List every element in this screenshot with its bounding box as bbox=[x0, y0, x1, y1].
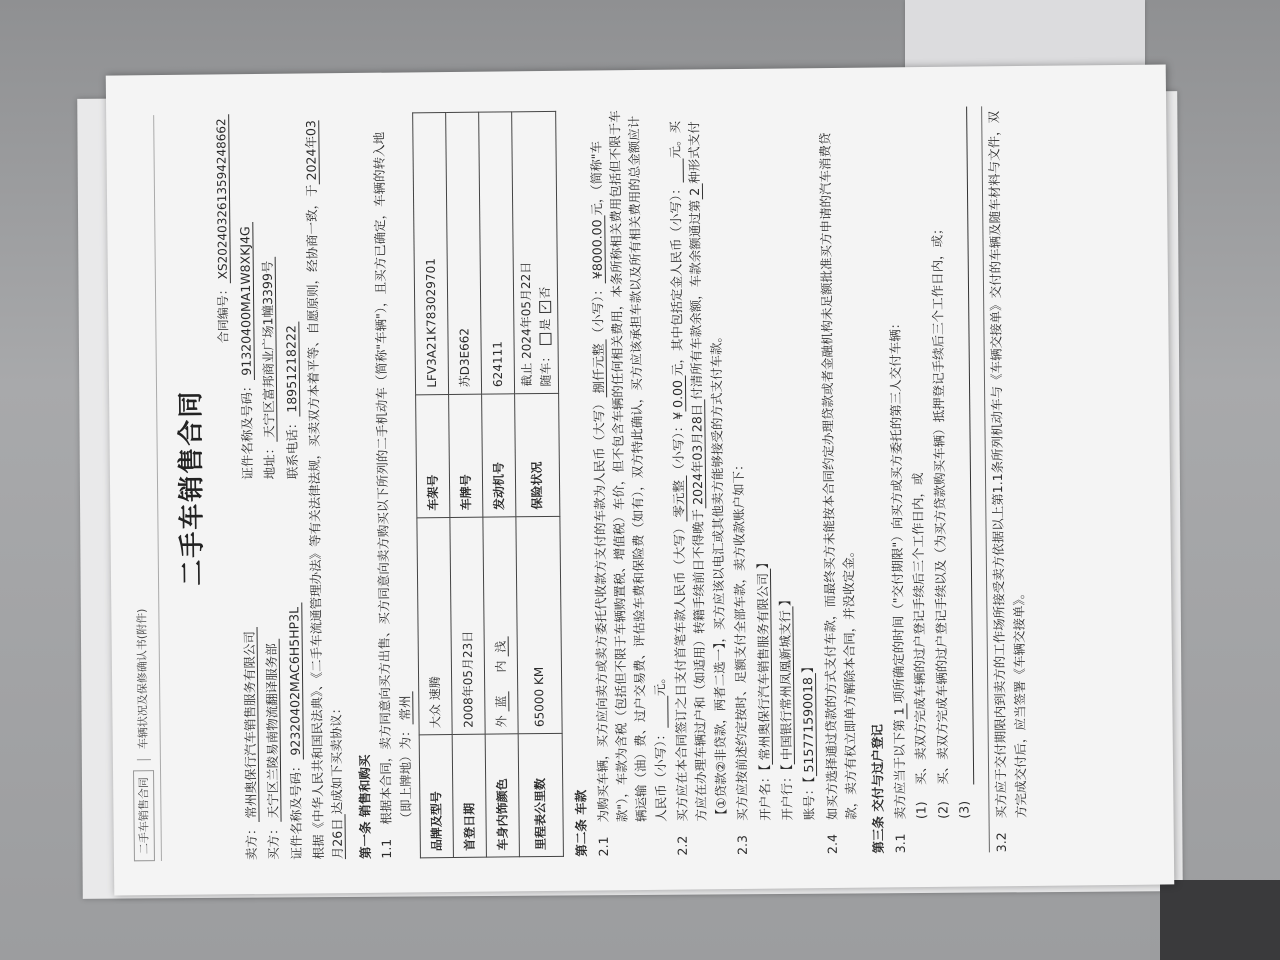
option-number: (1) bbox=[913, 801, 929, 820]
insurance-value bbox=[512, 111, 559, 393]
clause-number: 2.4 bbox=[824, 834, 840, 855]
insurance-until: 截止 2024年05月22日 bbox=[518, 261, 534, 387]
clause-text-cont4: 种形式支付【①贷款②非贷款，两者二选一】，买方应该以电汇或其他卖方能够接受的方式支付车款。 bbox=[686, 121, 729, 822]
vehicle-table bbox=[412, 111, 564, 858]
registration-date-value: 2008年05月23日 bbox=[450, 517, 485, 735]
registration-date-label: 首登日期 bbox=[452, 734, 486, 857]
brand-label: 品牌及型号 bbox=[419, 734, 453, 857]
clause-3-2 bbox=[984, 106, 1031, 852]
preamble bbox=[301, 113, 348, 859]
mileage-label: 里程表公里数 bbox=[518, 733, 563, 856]
header-separator bbox=[136, 759, 150, 760]
option-3-blank bbox=[947, 107, 974, 785]
total-blank bbox=[652, 696, 668, 728]
brand-value: 大众 速腾 bbox=[417, 517, 452, 735]
article-1-title: 第一条 销售和购买 bbox=[356, 754, 373, 859]
clause-text: 根据本合同，卖方同意向买方出售、买方同意向卖方购买以下所列的二手机动车（简称"车辆"），且买方已确定，车辆的转入地（即上牌地）为： bbox=[371, 131, 414, 825]
account-name-label: 开户名：【 bbox=[756, 764, 773, 821]
clause-text-cont: 元，（简称"车款"），车款为含税（包括但不限于车辆购置税、增值税）车价，但不包含车辆的任何相关费用，本条所称相关费用包括但不限于车辆运输（油）费、过户交易费、评估验车费和保险费（如有），双方特此确认，买方应该承担车款以及所有相关费用的总金额应计人民币（小写）： bbox=[587, 110, 669, 823]
buyer-address-label: 地址： bbox=[261, 441, 278, 480]
price-lowercase-label: （小写）： bbox=[589, 283, 606, 340]
option-text: 买、卖双方完成车辆的过户登记手续后三个工作日内，或 bbox=[910, 472, 929, 786]
clause-number: 2.1 bbox=[595, 836, 611, 857]
seller-label: 卖方： bbox=[243, 822, 259, 861]
engine-label: 发动机号 bbox=[482, 393, 516, 516]
clause-number: 2.2 bbox=[674, 835, 690, 856]
clause-text: 为购买车辆，买方应向卖方或卖方委托代收款方支付的车款为人民币（大写） bbox=[590, 397, 611, 823]
bracket: 】 bbox=[800, 660, 816, 674]
vin-value: LFV3A21K783029701 bbox=[413, 113, 449, 395]
plate-value: 苏D3E662 bbox=[446, 112, 482, 394]
delivery-option: 1 bbox=[891, 703, 907, 719]
header-tab-contract: 二手车销售合同 bbox=[133, 770, 155, 861]
account-name: 常州奥保行汽车销售服务有限公司 bbox=[754, 569, 772, 765]
clause-text-cont: 元，其中包括定金人民币（小写）： bbox=[667, 182, 685, 377]
seller-id-label: 证件名称及号码： bbox=[238, 379, 255, 480]
buyer-id-label: 证件名称及号码： bbox=[287, 759, 304, 860]
clause-number: 3.2 bbox=[993, 832, 1010, 853]
color-value bbox=[483, 516, 518, 734]
checkbox-no[interactable]: ✓ bbox=[539, 301, 551, 313]
clause-number: 3.1 bbox=[892, 833, 908, 854]
earnest-blank bbox=[668, 158, 684, 182]
registration-place: 常州 bbox=[397, 691, 413, 724]
header-rule bbox=[153, 115, 162, 861]
buyer-address: 天宁区富邦商业广场1幢3399号 bbox=[260, 257, 278, 442]
article-2-title: 第二条 车款 bbox=[573, 789, 590, 857]
plate-label: 车牌号 bbox=[449, 394, 483, 517]
clause-number: 1.1 bbox=[378, 838, 395, 859]
article-3-title: 第三条 交付与过户登记 bbox=[869, 724, 887, 854]
interior-prefix: 内 bbox=[493, 660, 508, 673]
bracket: 】 bbox=[754, 556, 770, 570]
color-label: 车身内饰颜色 bbox=[485, 734, 519, 857]
document-title: 二手车销售合同 bbox=[176, 389, 209, 586]
bracket: 】 bbox=[777, 593, 793, 607]
engine-value: 624111 bbox=[479, 112, 515, 394]
table-edge bbox=[1160, 880, 1280, 960]
account-number-label: 账号：【 bbox=[801, 776, 817, 821]
vin-label: 车架号 bbox=[416, 394, 450, 517]
deposit-uppercase: 零元整 bbox=[671, 476, 687, 522]
seller-account bbox=[748, 108, 820, 821]
clause-text: 如买方选择通过贷款的方式支付车款，而最终买方未能按本合同约定办理贷款或者金融机构未足额批准买方申请的汽车消费贷款，卖方有权立即单方解除本合同，并没收定金。 bbox=[816, 132, 859, 821]
document-header bbox=[126, 115, 155, 861]
preamble-end: 达成如下买卖协议： bbox=[328, 701, 345, 815]
clause-2-2 bbox=[665, 109, 731, 856]
yuan-suffix: 元。 bbox=[651, 671, 667, 697]
clause-2-1 bbox=[586, 110, 671, 857]
clause-2-4 bbox=[815, 108, 862, 854]
clause-text: 买方应于交付期限内到卖方的工作场所接受卖方依据以上第1.1条所列机动车与《车辆交接单》交付的车辆及随车材料与文件，双方完成交付后，应当签署《车辆交接单》。 bbox=[986, 110, 1029, 819]
interior-color: 浅 bbox=[493, 637, 508, 657]
buyer-phone: 18951218222 bbox=[283, 321, 300, 417]
price-lowercase: ¥8000.00 bbox=[589, 215, 606, 283]
clause-text-cont2: 元。买方应在办理车辆过户和（如适用）转籍手续前日不得晚于 bbox=[667, 120, 709, 822]
buyer-label: 买方： bbox=[265, 822, 282, 860]
preamble-text: 根据《中华人民共和国民法典》、《二手车流通管理办法》等有关法律法规，买卖双方本着平等、自愿原则，经协商一致，于 bbox=[303, 184, 327, 860]
option-yes-label: 是 bbox=[537, 318, 552, 331]
clause-1-1 bbox=[369, 112, 416, 858]
table-row bbox=[512, 111, 564, 856]
clause-text: 买方应在本合同签订之日支付首笔车款人民币（大写） bbox=[671, 521, 690, 822]
preamble-date: 2024年03月26日 bbox=[303, 120, 346, 860]
buyer-id: 92320402MAC6H5HP3L bbox=[286, 603, 304, 760]
price-uppercase: 捌仟元整 bbox=[590, 339, 607, 397]
insurance-label: 保险状况 bbox=[515, 393, 560, 516]
contract-number-label: 合同编号： bbox=[216, 283, 231, 344]
account-bank-label: 开户行：【 bbox=[778, 764, 795, 821]
clause-number: 2.3 bbox=[734, 834, 751, 856]
clause-text: 买方应按前述约定按时、足额支付全部车款，卖方收款账户如下： bbox=[730, 458, 750, 822]
deposit-lowercase-label: （小写）：¥ bbox=[670, 411, 686, 477]
payment-method: 2 bbox=[687, 184, 703, 200]
exterior-color: 蓝 bbox=[494, 692, 509, 712]
accessory-label: 随车： bbox=[538, 350, 553, 387]
account-number: 515771590018 bbox=[800, 673, 817, 777]
option-number: (2) bbox=[934, 801, 951, 819]
buyer-phone-label: 联系电话： bbox=[284, 416, 300, 480]
contract-number-value: XS20240326135942486​62 bbox=[214, 114, 231, 283]
checkbox-yes[interactable] bbox=[539, 333, 551, 345]
deposit-lowercase: 0.00 bbox=[670, 376, 686, 412]
exterior-prefix: 外 bbox=[494, 715, 509, 728]
option-no-label: 否 bbox=[537, 286, 552, 299]
clause-text-cont: 项所确定的时间（"交付期限"）向买方或买方委托的第三人交付车辆： bbox=[887, 316, 907, 704]
contract-page bbox=[106, 64, 1175, 895]
account-bank: 中国银行常州凤凰新城支行 bbox=[777, 606, 795, 764]
option-number: (3) bbox=[956, 800, 972, 819]
option-text: 买、卖双方完成车辆的过户登记手续以及（为买方贷款购买车辆）抵押登记手续后三个工作日内，或； bbox=[928, 222, 950, 785]
clause-text-cont3: 付清所有车款余额，车款余额通过第 bbox=[687, 199, 705, 400]
buyer-name: 天宁区兰陵易南物流翻译服务部 bbox=[264, 639, 282, 822]
clause-text: 卖方应当于以下第 bbox=[891, 719, 908, 820]
mileage-value: 65000 KM bbox=[516, 516, 562, 734]
seller-name: 常州奥保行汽车销售服务有限公司 bbox=[241, 627, 259, 823]
header-tab-annex: 车辆状况及保修确认书(附件) bbox=[135, 608, 150, 750]
seller-id: 91320400MA1W8XKJ4G bbox=[237, 222, 255, 379]
payment-deadline: 2024年03月28日 bbox=[690, 400, 707, 509]
